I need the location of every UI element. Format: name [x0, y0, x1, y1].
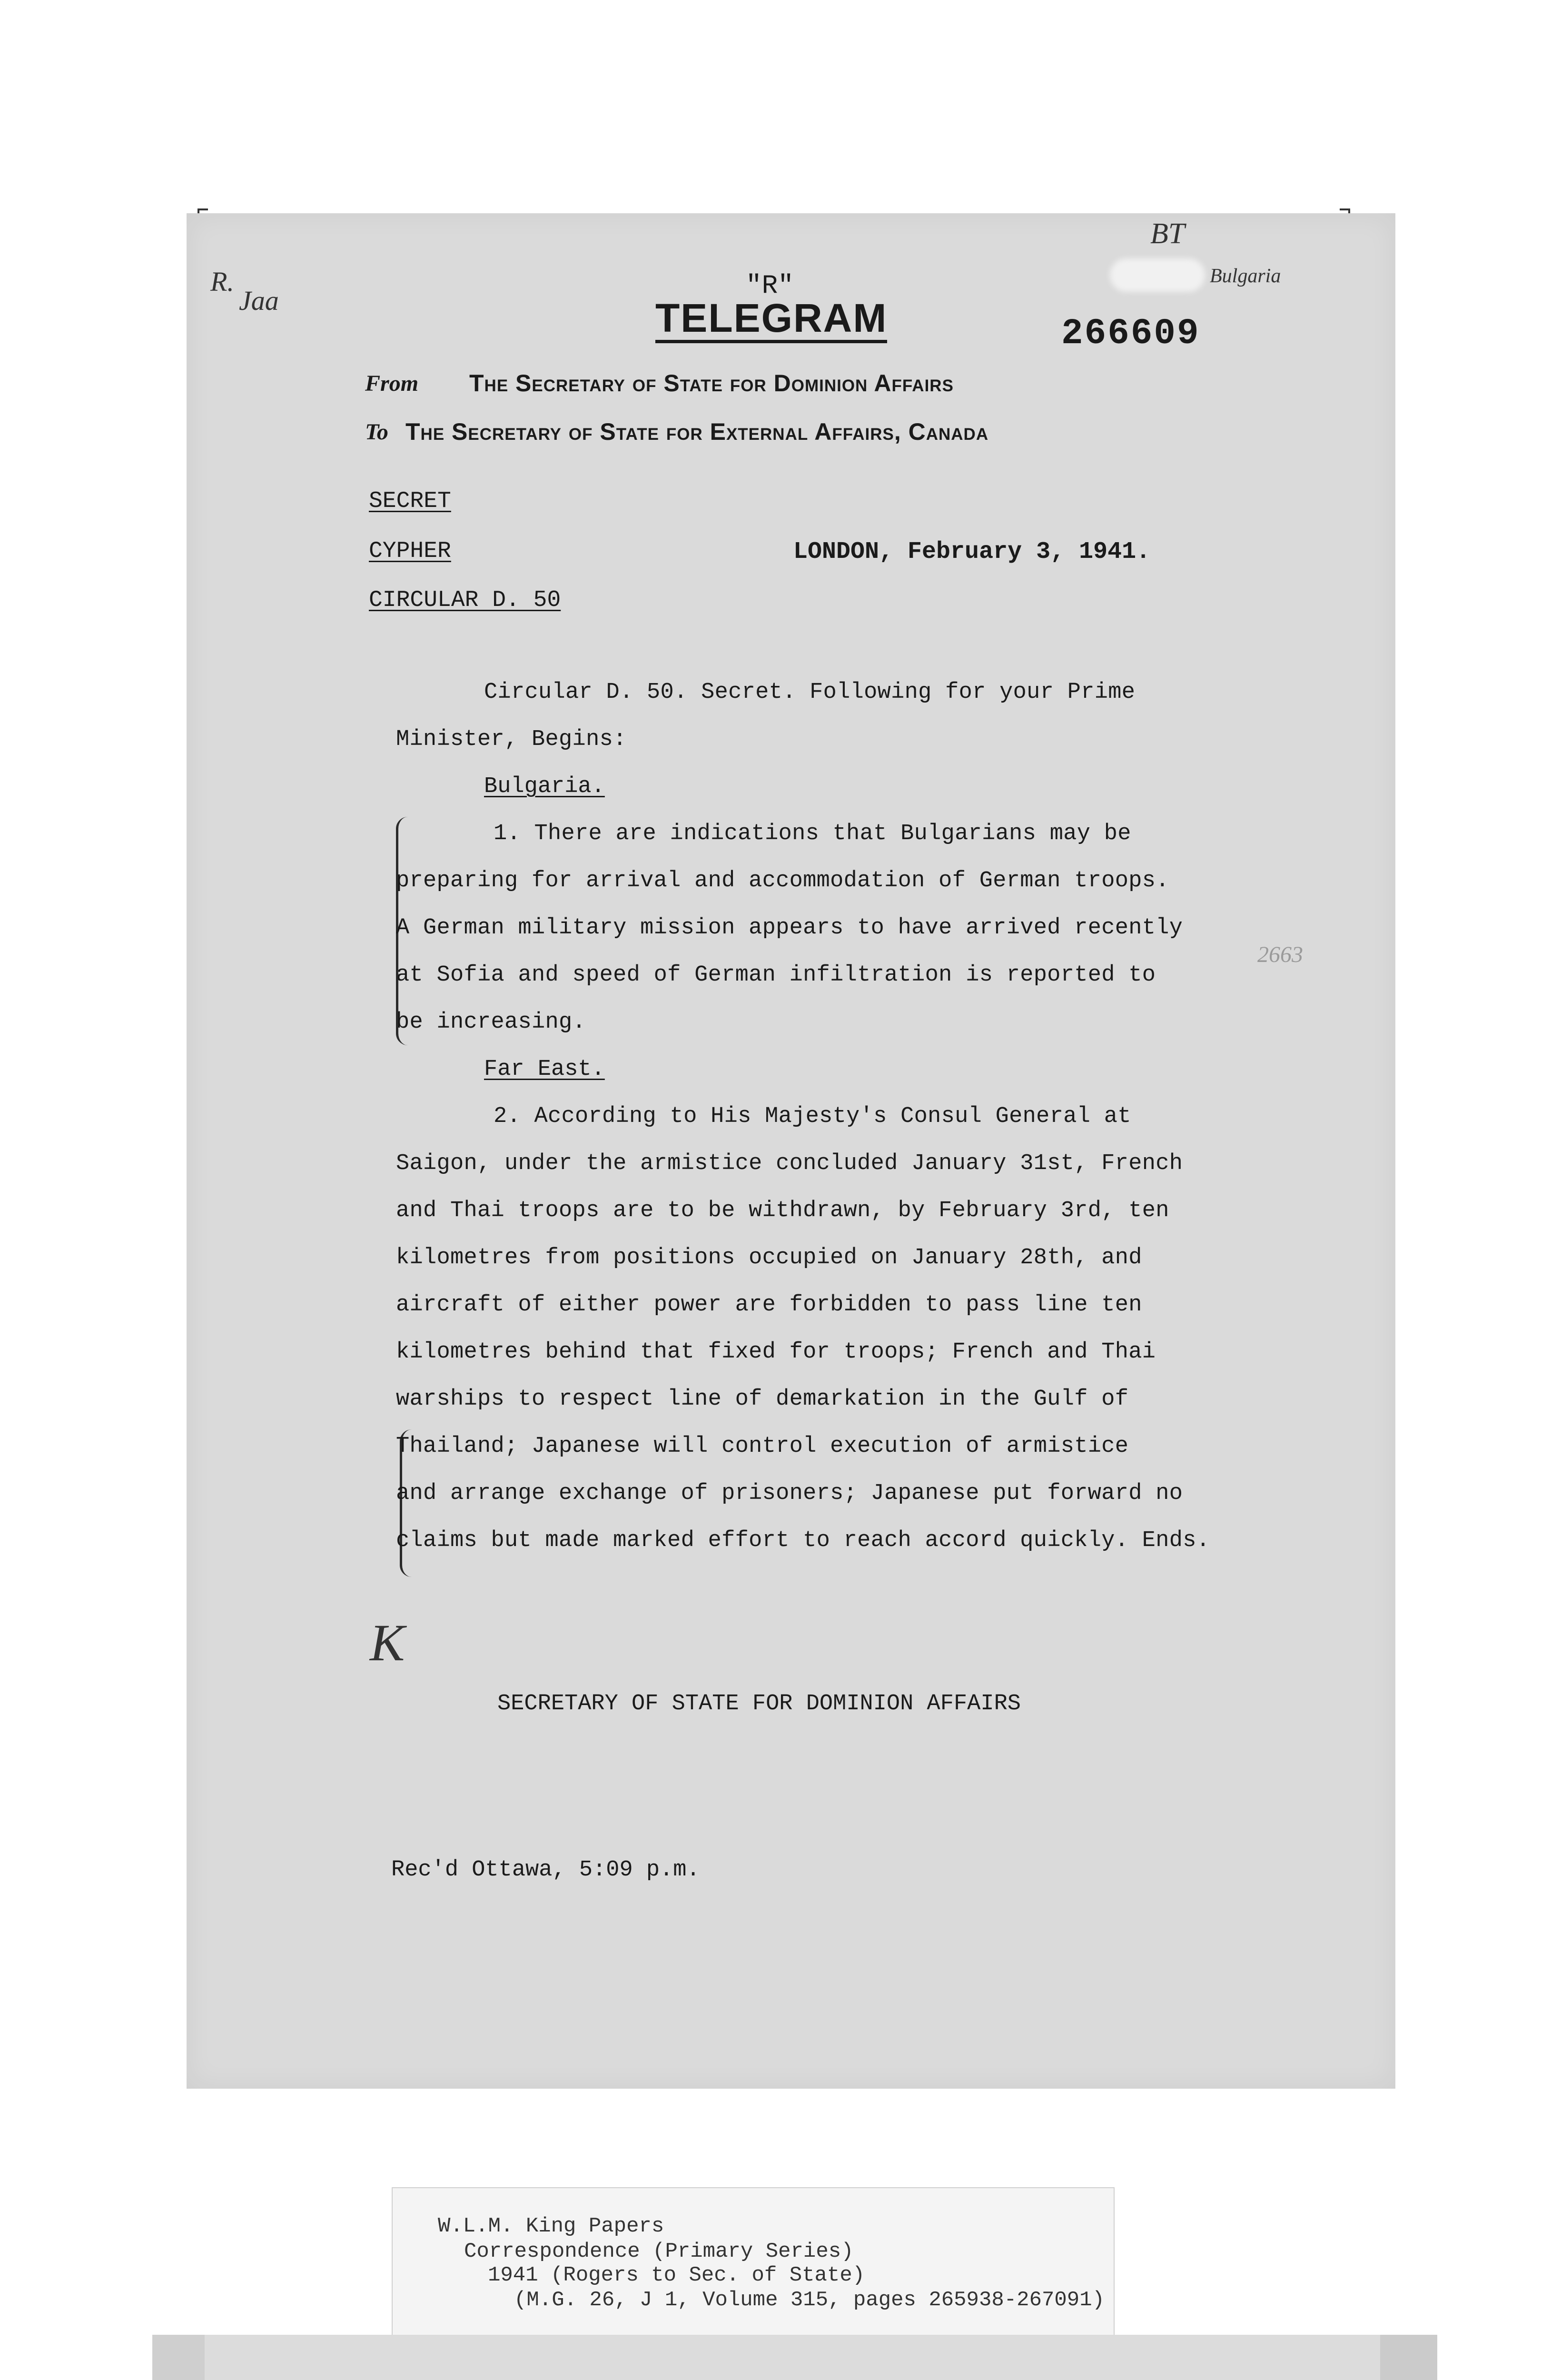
public-archives-banner — [152, 2335, 1437, 2380]
sender: The Secretary of State for Dominion Affairs — [469, 370, 954, 397]
signature-line: SECRETARY OF STATE FOR DOMINION AFFAIRS — [497, 1691, 1021, 1716]
body-line: kilometres behind that fixed for troops; French and Thai — [396, 1339, 1156, 1365]
handwritten-tick-mark: K — [370, 1614, 405, 1672]
handwritten-subject-note: Bulgaria — [1210, 265, 1281, 287]
body-line: 2. According to His Majesty's Consul General at — [494, 1104, 1131, 1129]
document-title: TELEGRAM — [655, 298, 887, 343]
body-line: and arrange exchange of prisoners; Japanese put forward no — [396, 1481, 1183, 1506]
erasure-mark — [1110, 258, 1205, 292]
section-heading: Bulgaria. — [484, 774, 605, 799]
body-line: at Sofia and speed of German infiltration is reported to — [396, 962, 1156, 988]
telegram-sheet — [187, 213, 1395, 2089]
body-line: Minister, Begins: — [396, 727, 627, 752]
to-label: To — [365, 419, 388, 445]
body-line: Thailand; Japanese will control execution of armistice — [396, 1434, 1129, 1459]
handwritten-note-top-left: R. — [210, 266, 234, 297]
section-heading: Far East. — [484, 1057, 605, 1082]
banner-left-edge — [152, 2335, 205, 2380]
place-date: LONDON, February 3, 1941. — [793, 538, 1151, 565]
document-number: 266609 — [1061, 313, 1200, 354]
slip-line-file: 1941 (Rogers to Sec. of State) — [488, 2263, 865, 2287]
handwritten-margin-number: 2663 — [1257, 942, 1303, 967]
archive-reference-slip — [392, 2187, 1115, 2337]
from-label: From — [365, 371, 419, 396]
classification-secret: SECRET — [369, 488, 451, 514]
body-line: Circular D. 50. Secret. Following for your Prime — [484, 680, 1136, 705]
slip-line-series: Correspondence (Primary Series) — [464, 2240, 854, 2263]
body-line: A German military mission appears to have arrived recently — [396, 915, 1183, 941]
handwritten-note-top-right: BT — [1150, 218, 1185, 250]
received-stamp: Rec'd Ottawa, 5:09 p.m. — [391, 1857, 700, 1883]
body-line: aircraft of either power are forbidden to pass line ten — [396, 1292, 1142, 1318]
handwritten-initials: Jaa — [239, 285, 279, 316]
body-line: preparing for arrival and accommodation of German troops. — [396, 868, 1169, 893]
slip-line-reference: (M.G. 26, J 1, Volume 315, pages 265938-267091) — [514, 2288, 1105, 2312]
body-line: warships to respect line of demarkation in the Gulf of — [396, 1387, 1129, 1412]
body-line: kilometres from positions occupied on January 28th, and — [396, 1245, 1142, 1270]
marker-r: "R" — [746, 270, 794, 301]
slip-line-collection: W.L.M. King Papers — [438, 2214, 664, 2238]
body-line: Saigon, under the armistice concluded January 31st, French — [396, 1151, 1183, 1176]
recipient: The Secretary of State for External Affairs, Canada — [405, 418, 989, 445]
body-line: claims but made marked effort to reach accord quickly. Ends. — [396, 1528, 1210, 1553]
banner-right-edge — [1380, 2335, 1437, 2380]
classification-cypher: CYPHER — [369, 538, 451, 564]
classification-circular: CIRCULAR D. 50 — [369, 587, 561, 613]
body-line: and Thai troops are to be withdrawn, by February 3rd, ten — [396, 1198, 1169, 1223]
body-line: 1. There are indications that Bulgarians may be — [494, 821, 1131, 846]
body-line: be increasing. — [396, 1010, 586, 1035]
